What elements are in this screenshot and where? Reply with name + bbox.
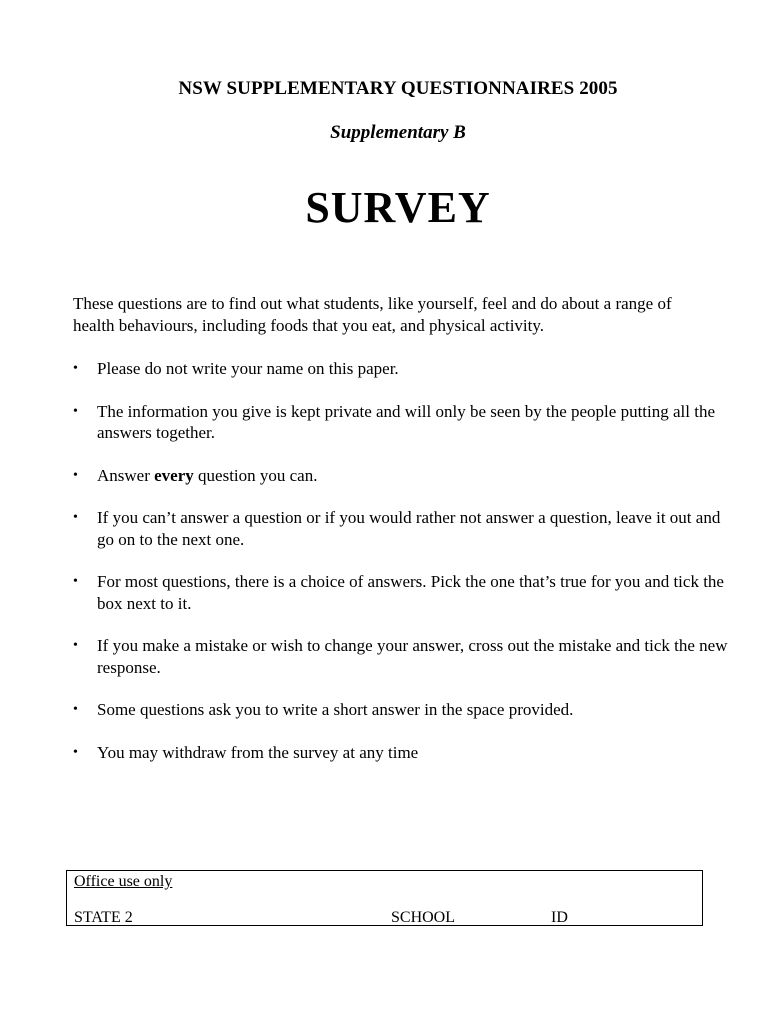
instruction-item bbox=[73, 358, 733, 380]
instruction-text-after: question you can. bbox=[193, 465, 318, 485]
instruction-item bbox=[73, 465, 733, 487]
questionnaire-title: NSW SUPPLEMENTARY QUESTIONNAIRES 2005 bbox=[178, 78, 618, 99]
instruction-item bbox=[73, 507, 733, 550]
instruction-text: Please do not write your name on this paper. bbox=[97, 359, 399, 378]
instruction-item bbox=[73, 571, 733, 614]
state-field-label: STATE 2 bbox=[74, 909, 133, 926]
supplementary-subtitle: Supplementary B bbox=[330, 122, 466, 143]
instructions-list bbox=[73, 358, 733, 763]
bullet-icon: • bbox=[73, 574, 78, 589]
instruction-item bbox=[73, 699, 733, 721]
instruction-emphasis: every bbox=[154, 465, 194, 485]
bullet-icon: • bbox=[73, 361, 78, 376]
bullet-icon: • bbox=[73, 467, 78, 483]
survey-heading: SURVEY bbox=[305, 183, 491, 232]
instruction-item bbox=[73, 742, 733, 764]
instruction-item bbox=[73, 635, 733, 678]
instruction-text: For most questions, there is a choice of answers. Pick the one that’s true for you and tick the box next to it. bbox=[97, 572, 724, 613]
bullet-icon: • bbox=[73, 403, 78, 419]
instruction-text: You may withdraw from the survey at any time bbox=[97, 742, 419, 762]
instruction-text-before: Answer bbox=[97, 465, 155, 485]
bullet-icon: • bbox=[73, 744, 78, 760]
bullet-icon: • bbox=[73, 510, 78, 525]
intro-paragraph: These questions are to find out what students, like yourself, feel and do about a range of health behaviours, including foods that you eat, and physical activity. bbox=[73, 294, 672, 335]
id-field-label: ID bbox=[551, 909, 568, 926]
instruction-text: If you make a mistake or wish to change your answer, cross out the mistake and tick the new response. bbox=[97, 636, 728, 677]
bullet-icon: • bbox=[73, 702, 78, 717]
instruction-text: The information you give is kept private and will only be seen by the people putting all the answers together. bbox=[97, 401, 715, 442]
office-use-box bbox=[66, 870, 703, 926]
bullet-icon: • bbox=[73, 638, 78, 653]
instruction-item bbox=[73, 401, 733, 444]
instruction-text: If you can’t answer a question or if you would rather not answer a question, leave it out and go on to the next one. bbox=[97, 508, 721, 549]
office-use-label: Office use only bbox=[74, 873, 173, 890]
instruction-text: Some questions ask you to write a short answer in the space provided. bbox=[97, 700, 574, 719]
school-field-label: SCHOOL bbox=[391, 909, 456, 926]
